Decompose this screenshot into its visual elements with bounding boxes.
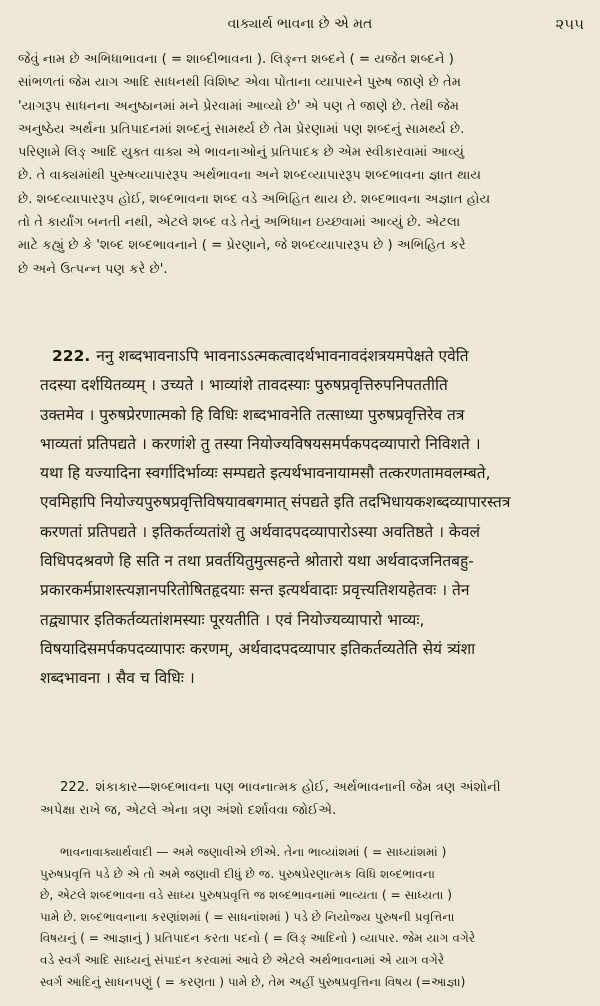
page-number: ૨૫૫ [555, 15, 584, 33]
text-line: છે અને ઉત્પન્ન પણ કરે છે'. [18, 261, 168, 277]
gujarati-top-paragraph [0, 48, 588, 281]
text-line-content: શંકાકાર—શબ્દભાવના પણ ભાવનાત્મક હોઈ, અર્થભાવનાની જેમ ત્રણ અંશોની [95, 780, 501, 795]
sanskrit-section [0, 342, 597, 694]
text-line [0, 776, 600, 799]
text-line: છે. તે વાક્યમાંથી પુરુષવ્યાપારરૂપ અર્થભાવના અને શબ્દવ્યાપારરૂપ શબ્દભાવના જ્ઞાત થાય [18, 168, 482, 184]
text-line: અપેક્ષા રાખે જ, એટલે એના ત્રણ અંશો દર્શાવવા જોઈએ. [40, 803, 337, 818]
text-line: शब्दभावना । सैव च विधिः । [40, 669, 195, 688]
section-number: 222. [60, 780, 90, 795]
gujarati-translation-222 [0, 776, 600, 822]
text-line: तद्व्यापार इतिकर्तव्यतांशमस्याः पूरयतीति । एवं नियोज्यव्यापारो भाव्यः, [40, 610, 425, 629]
running-title: વાક્યાર્થ ભાવના છે એ મત [227, 16, 373, 32]
text-line: છે, એટલે શબ્દભાવના વડે સાધ્ય પુરુષપ્રવૃત્તિ જ શબ્દભાવનામાં ભાવ્યતા ( = સાધ્યતા ) [40, 888, 452, 903]
text-line: विधिपदश्रवणे हि सति न तथा प्रवर्तयितुमुत्सहन्ते श्रोतारो यथा अर्थवादजनितबहु- [40, 552, 474, 571]
text-line: સ્વર્ગ આદિનું સાધનપણું ( = કરણતા ) પામે છે, તેમ અહીં પુરુષપ્રવૃત્તિના વિષય (=આજ્ઞા) [40, 974, 466, 989]
text-line: માટે કહ્યું છે કે 'શબ્દ શબ્દભાવનાને ( = પ્રેરણાને, જે શબ્દવ્યાપારરૂપ છે ) અભિહિત કરે [18, 238, 466, 254]
text-line: 'યાગરૂપ સાધનના અનુષ્ઠાનમાં મને પ્રેરવામાં આવ્યો છે' એ પણ તે જાણે છે. તેથી જેમ [18, 98, 460, 114]
gujarati-bottom-paragraph [0, 842, 600, 993]
text-line: પરિણામે લિઙ્ આદિ યુક્ત વાક્ય એ ભાવનાઓનું પ્રતિપાદક છે એમ સ્વીકારવામાં આવ્યું [18, 145, 465, 161]
text-line: तदस्या दर्शयितव्यम् । उच्यते । भाव्यांशे तावदस्याः पुरुषप्रवृत्तिरुपनिपततीति [40, 376, 448, 395]
text-line: તો તે કાર્યાંગ બનતી નથી, એટલે શબ્દ વડે તેનું અભિધાન ઇચ્છવામાં આવ્યું છે. એટલા [18, 215, 461, 231]
text-line: જેવું નામ છે અભિધાભાવના ( = શાબ્દીભાવના ). લિઙ્‌ન્ત શબ્દને ( = યજેત શબ્દને ) [18, 52, 454, 67]
text-line: करणतां प्रतिपद्यते । इतिकर्तव्यतांशे तु अर्थवादपदव्यापारोऽस्या अवतिष्ठते । केवलं [40, 522, 480, 541]
text-line: यथा हि यज्यादिना स्वर्गादिर्भाव्यः सम्पद्यते इत्यर्थभावनायामसौ तत्करणतामवलम्बते, [40, 464, 491, 483]
text-line: उक्तमेव । पुरुषप्रेरणात्मको हि विधिः शब्दभावनेति तत्साध्या पुरुषप्रवृत्तिरेव तत्र [40, 405, 465, 424]
text-line: છે. શબ્દવ્યાપારરૂપ હોઈ, શબ્દભાવના શબ્દ વડે અભિહિત થાય છે. શબ્દભાવના અજ્ઞાત હોય [18, 191, 491, 207]
text-line: સાંભળતાં જેમ યાગ આદિ સાધનથી વિશિષ્ટ એવા પોતાના વ્યાપારને પુરુષ જાણે છે તેમ [18, 75, 462, 91]
text-line: અનુષ્ઠેય અર્થના પ્રતિપાદનમાં શબ્દનું સામર્થ્ય છે તેમ પ્રેરણામાં પણ શબ્દનું સામર્થ્ય છે. [18, 121, 465, 137]
text-line: વિષયનું ( = આજ્ઞાનું ) પ્રતિપાદન કરતા પદનો ( = લિઙ્ આદિનો ) વ્યાપાર. જેમ યાગ વગેરે [40, 931, 476, 946]
text-line: પામે છે. શબ્દભાવનાના કરણાંશમાં ( = સાધનાંશમાં ) પડે છે નિયોજ્ય પુરુષની પ્રવૃત્તિના [40, 909, 455, 924]
text-line: પુરુષપ્રવૃત્તિ પડે છે એ તો અમે જણાવી દીધું છે જ. પુરુષપ્રેરણાત્મક વિધિ શબ્દભાવના [40, 866, 435, 881]
section-number: 222. [52, 347, 91, 365]
text-line: भाव्यतां प्रतिपद्यते । करणांशे तु तस्या नियोज्यविषयसमर्पकपदव्यापारो निविशते । [40, 434, 481, 453]
text-line: एवमिहापि नियोज्यपुरुषप्रवृत्तिविषयावबगमात् संपद्यते इति तदभिधायकशब्दव्यापारस्तत्र [40, 493, 511, 512]
text-line: विषयादिसमर्पकपदव्यापारः करणम्, अर्थवादपदव्यापार इतिकर्तव्यतेति सेयं त्र्यंशा [40, 639, 476, 658]
text-line-content: ननु शब्दभावनाऽपि भावनाऽऽत्मकत्वादर्थभावनावदंशत्रयमपेक्षते एवेति [96, 347, 469, 365]
text-line: વડે સ્વર્ગ આદિ સાધ્યનું સંપાદન કરવામાં આવે છે એટલે અર્થભાવનામાં એ યાગ વગેરે [40, 952, 445, 967]
page-header [0, 14, 600, 38]
text-line: ભાવનાવાક્યાર્થવાદી — અમે જણાવીએ છીએ. તેના ભાવ્યાંશમાં ( = સાધ્યાંશમાં ) [60, 845, 447, 859]
text-line [0, 342, 597, 371]
text-line: प्रकारकर्मप्राशस्त्यज्ञानपरितोषितहृदयाः सन्त इत्यर्थवादाः प्रवृत्त्यतिशयहेतवः । तेन [40, 581, 470, 600]
